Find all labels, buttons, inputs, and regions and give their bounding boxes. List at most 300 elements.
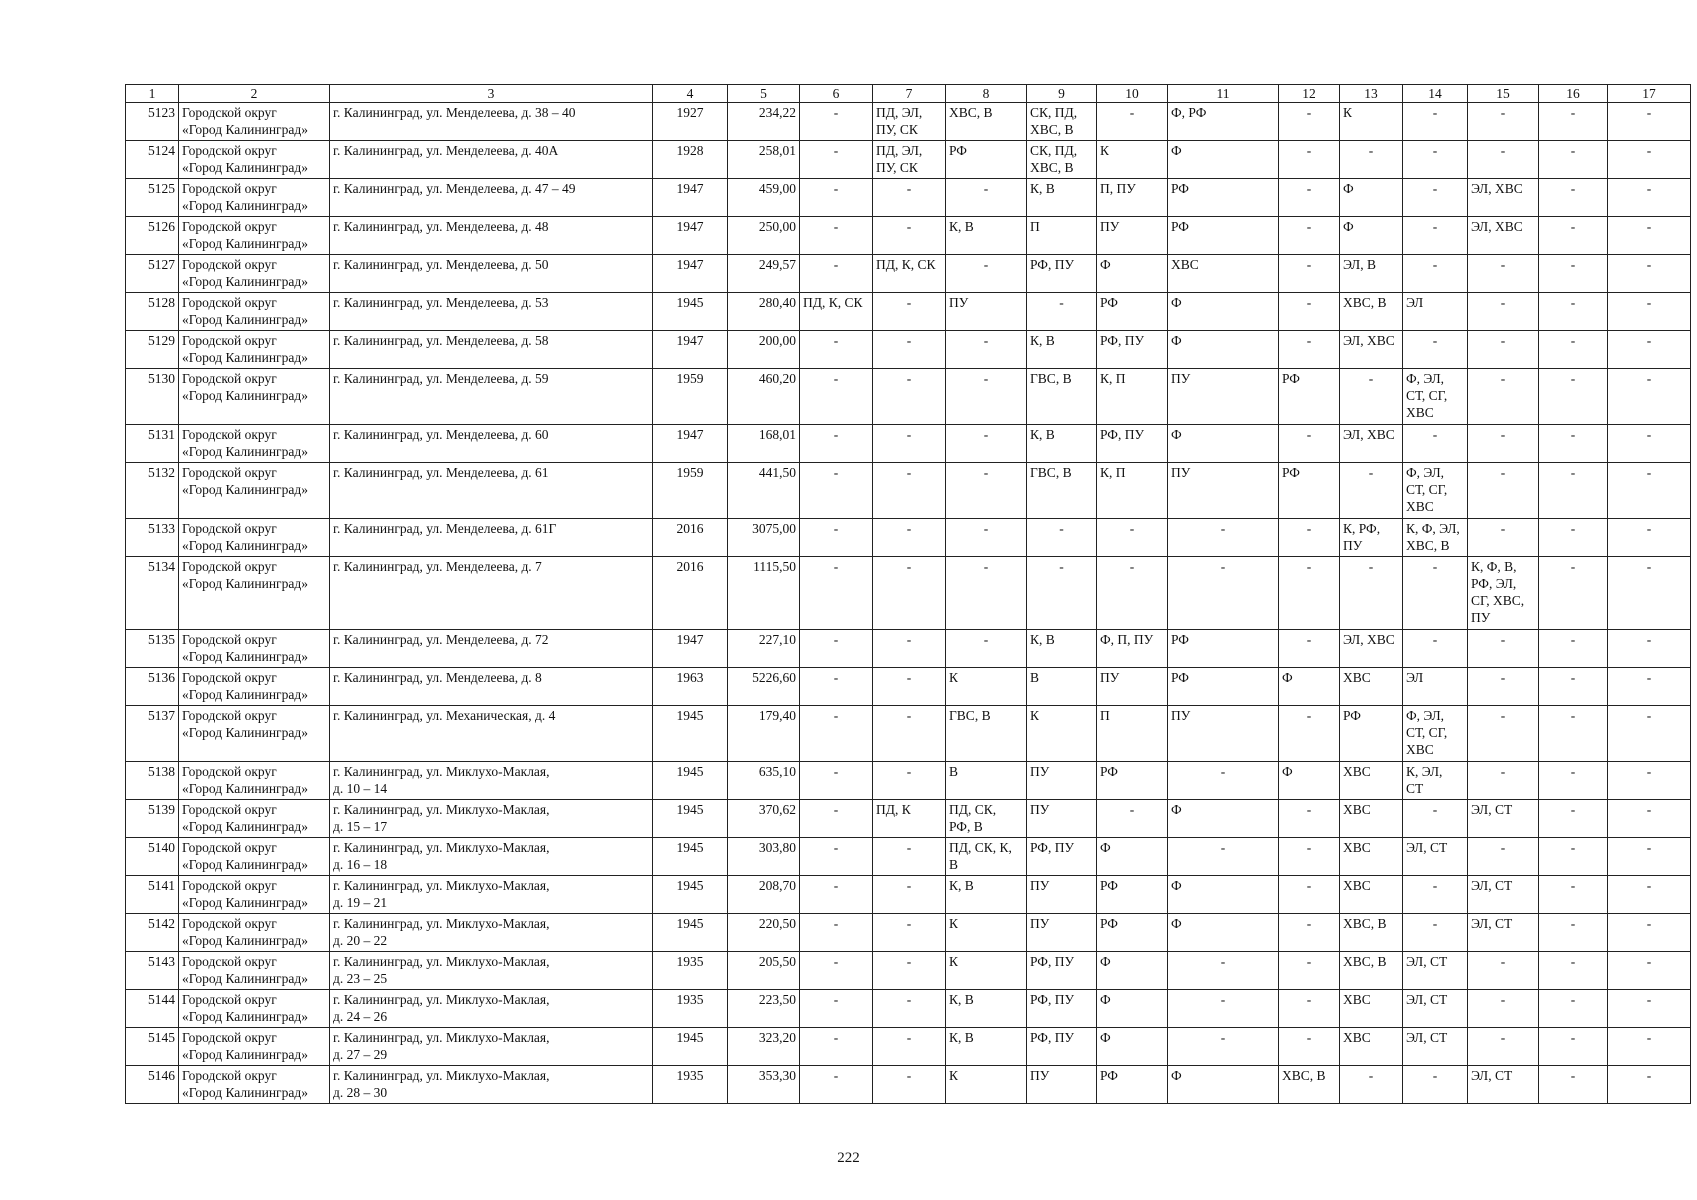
table-cell: - bbox=[1403, 425, 1468, 463]
table-cell: Городской округ «Город Калининград» bbox=[179, 557, 330, 630]
table-cell: 5139 bbox=[126, 800, 179, 838]
column-header: 5 bbox=[728, 85, 800, 103]
table-cell: Ф, ЭЛ, СТ, СГ, ХВС bbox=[1403, 463, 1468, 519]
table-cell: 1928 bbox=[653, 141, 728, 179]
table-cell: г. Калининград, ул. Менделеева, д. 48 bbox=[330, 217, 653, 255]
table-cell: - bbox=[1403, 255, 1468, 293]
table-row bbox=[126, 800, 1691, 838]
table-cell: 1945 bbox=[653, 800, 728, 838]
table-cell: Городской округ «Город Калининград» bbox=[179, 369, 330, 425]
table-cell: СК, ПД, ХВС, В bbox=[1027, 141, 1097, 179]
table-cell: - bbox=[1468, 630, 1539, 668]
table-cell: г. Калининград, ул. Менделеева, д. 58 bbox=[330, 331, 653, 369]
table-row bbox=[126, 369, 1691, 425]
table-cell: - bbox=[800, 990, 873, 1028]
table-cell: 635,10 bbox=[728, 762, 800, 800]
table-cell: - bbox=[1279, 990, 1340, 1028]
table-row bbox=[126, 425, 1691, 463]
table-row bbox=[126, 668, 1691, 706]
table-cell: - bbox=[1468, 668, 1539, 706]
table-cell: 5131 bbox=[126, 425, 179, 463]
column-header: 1 bbox=[126, 85, 179, 103]
table-cell: 3075,00 bbox=[728, 519, 800, 557]
table-cell: г. Калининград, ул. Механическая, д. 4 bbox=[330, 706, 653, 762]
table-cell: Ф bbox=[1168, 914, 1279, 952]
table-cell: К, ЭЛ, СТ bbox=[1403, 762, 1468, 800]
table-cell: - bbox=[1539, 1066, 1608, 1104]
table-cell: - bbox=[1279, 876, 1340, 914]
table-cell: - bbox=[800, 668, 873, 706]
table-row bbox=[126, 990, 1691, 1028]
table-cell: Городской округ «Город Калининград» bbox=[179, 425, 330, 463]
table-cell: - bbox=[1468, 1028, 1539, 1066]
table-cell: - bbox=[873, 1066, 946, 1104]
table-row bbox=[126, 762, 1691, 800]
table-cell: - bbox=[1608, 952, 1691, 990]
table-cell: - bbox=[873, 630, 946, 668]
table-cell: - bbox=[946, 519, 1027, 557]
table-cell: - bbox=[800, 331, 873, 369]
table-cell: - bbox=[1539, 668, 1608, 706]
table-cell: - bbox=[1539, 838, 1608, 876]
table-cell: - bbox=[800, 519, 873, 557]
table-row bbox=[126, 141, 1691, 179]
table-cell: Городской округ «Город Калининград» bbox=[179, 103, 330, 141]
table-cell: 5126 bbox=[126, 217, 179, 255]
table-cell: - bbox=[1468, 141, 1539, 179]
table-cell: РФ bbox=[1168, 668, 1279, 706]
table-cell: Ф bbox=[1168, 876, 1279, 914]
table-cell: г. Калининград, ул. Менделеева, д. 38 – 40 bbox=[330, 103, 653, 141]
table-cell: К, В bbox=[1027, 179, 1097, 217]
table-cell: - bbox=[1279, 706, 1340, 762]
table-cell: ГВС, В bbox=[1027, 463, 1097, 519]
table-cell: 234,22 bbox=[728, 103, 800, 141]
table-cell: К, В bbox=[946, 876, 1027, 914]
table-cell: - bbox=[1403, 141, 1468, 179]
table-cell: - bbox=[800, 369, 873, 425]
table-cell: 460,20 bbox=[728, 369, 800, 425]
table-cell: ЭЛ, ХВС bbox=[1468, 179, 1539, 217]
table-cell: ЭЛ, СТ bbox=[1403, 1028, 1468, 1066]
column-header: 12 bbox=[1279, 85, 1340, 103]
table-cell: ПУ bbox=[946, 293, 1027, 331]
table-cell: - bbox=[1468, 990, 1539, 1028]
table-cell: Городской округ «Город Калининград» bbox=[179, 630, 330, 668]
table-cell: ПУ bbox=[1097, 668, 1168, 706]
table-cell: - bbox=[1168, 990, 1279, 1028]
table-cell: 227,10 bbox=[728, 630, 800, 668]
table-cell: 5124 bbox=[126, 141, 179, 179]
table-cell: Городской округ «Город Калининград» bbox=[179, 217, 330, 255]
table-cell: РФ bbox=[1097, 762, 1168, 800]
table-cell: 1935 bbox=[653, 990, 728, 1028]
column-header: 7 bbox=[873, 85, 946, 103]
table-cell: К bbox=[1340, 103, 1403, 141]
table-cell: - bbox=[800, 463, 873, 519]
table-cell: ХВС, В bbox=[1340, 293, 1403, 331]
table-cell: - bbox=[873, 876, 946, 914]
table-cell: 200,00 bbox=[728, 331, 800, 369]
table-cell: - bbox=[800, 255, 873, 293]
table-cell: РФ bbox=[1340, 706, 1403, 762]
table-cell: 5226,60 bbox=[728, 668, 800, 706]
table-cell: - bbox=[873, 706, 946, 762]
table-cell: РФ, ПУ bbox=[1027, 990, 1097, 1028]
table-cell: - bbox=[1608, 293, 1691, 331]
table-cell: г. Калининград, ул. Миклухо-Маклая, д. 16 – 18 bbox=[330, 838, 653, 876]
table-cell: г. Калининград, ул. Менделеева, д. 47 – 49 bbox=[330, 179, 653, 217]
table-cell: 5144 bbox=[126, 990, 179, 1028]
table-cell: 5141 bbox=[126, 876, 179, 914]
table-cell: ЭЛ, СТ bbox=[1468, 876, 1539, 914]
table-cell: г. Калининград, ул. Миклухо-Маклая, д. 19 – 21 bbox=[330, 876, 653, 914]
table-cell: - bbox=[1608, 990, 1691, 1028]
table-cell: - bbox=[1027, 293, 1097, 331]
table-cell: - bbox=[800, 914, 873, 952]
table-cell: ХВС bbox=[1340, 990, 1403, 1028]
table-cell: - bbox=[1468, 369, 1539, 425]
table-cell: - bbox=[1279, 952, 1340, 990]
table-cell: - bbox=[1608, 463, 1691, 519]
table-cell: - bbox=[946, 255, 1027, 293]
table-cell: Городской округ «Город Калининград» bbox=[179, 331, 330, 369]
table-cell: Ф bbox=[1279, 762, 1340, 800]
table-cell: - bbox=[1608, 331, 1691, 369]
table-cell: ПД, К, СК bbox=[873, 255, 946, 293]
column-header: 8 bbox=[946, 85, 1027, 103]
table-cell: 1959 bbox=[653, 369, 728, 425]
table-cell: г. Калининград, ул. Менделеева, д. 60 bbox=[330, 425, 653, 463]
table-cell: Ф bbox=[1097, 255, 1168, 293]
table-cell: 5134 bbox=[126, 557, 179, 630]
table-cell: - bbox=[873, 762, 946, 800]
table-cell: Городской округ «Город Калининград» bbox=[179, 141, 330, 179]
table-cell: ПД, ЭЛ, ПУ, СК bbox=[873, 103, 946, 141]
table-cell: - bbox=[873, 293, 946, 331]
table-row bbox=[126, 331, 1691, 369]
table-cell: ПУ bbox=[1168, 706, 1279, 762]
table-cell: - bbox=[946, 557, 1027, 630]
table-cell: - bbox=[800, 838, 873, 876]
table-cell: - bbox=[1279, 179, 1340, 217]
table-cell: РФ bbox=[1279, 463, 1340, 519]
table-cell: П bbox=[1097, 706, 1168, 762]
table-cell: - bbox=[1608, 762, 1691, 800]
table-cell: 1947 bbox=[653, 331, 728, 369]
table-cell: РФ, ПУ bbox=[1097, 425, 1168, 463]
column-header: 15 bbox=[1468, 85, 1539, 103]
table-cell: - bbox=[1539, 952, 1608, 990]
table-cell: Ф bbox=[1279, 668, 1340, 706]
table-cell: - bbox=[1539, 706, 1608, 762]
table-cell: - bbox=[1340, 463, 1403, 519]
table-cell: - bbox=[1608, 1028, 1691, 1066]
table-cell: - bbox=[1097, 103, 1168, 141]
table-cell: - bbox=[1279, 800, 1340, 838]
table-cell: К, В bbox=[946, 217, 1027, 255]
table-cell: ПУ bbox=[1097, 217, 1168, 255]
table-cell: - bbox=[800, 800, 873, 838]
table-cell: ПД, СК, РФ, В bbox=[946, 800, 1027, 838]
table-cell: ХВС bbox=[1340, 668, 1403, 706]
table-cell: - bbox=[1279, 425, 1340, 463]
table-cell: - bbox=[800, 557, 873, 630]
table-cell: РФ bbox=[1097, 876, 1168, 914]
table-cell: ХВС bbox=[1168, 255, 1279, 293]
table-cell: - bbox=[1168, 762, 1279, 800]
table-cell: - bbox=[1539, 463, 1608, 519]
table-cell: ХВС bbox=[1340, 838, 1403, 876]
table-cell: - bbox=[800, 425, 873, 463]
column-header: 10 bbox=[1097, 85, 1168, 103]
table-cell: г. Калининград, ул. Миклухо-Маклая, д. 10 – 14 bbox=[330, 762, 653, 800]
table-cell: - bbox=[1608, 141, 1691, 179]
table-cell: РФ, ПУ bbox=[1027, 838, 1097, 876]
column-header: 6 bbox=[800, 85, 873, 103]
table-cell: - bbox=[1608, 668, 1691, 706]
table-cell: - bbox=[873, 425, 946, 463]
table-cell: К bbox=[1027, 706, 1097, 762]
table-cell: - bbox=[1340, 369, 1403, 425]
table-cell: - bbox=[1539, 369, 1608, 425]
table-cell: К, В bbox=[1027, 331, 1097, 369]
table-cell: - bbox=[1168, 952, 1279, 990]
table-cell: - bbox=[1279, 141, 1340, 179]
table-cell: - bbox=[800, 1028, 873, 1066]
table-cell: - bbox=[1468, 706, 1539, 762]
table-cell: г. Калининград, ул. Миклухо-Маклая, д. 24 – 26 bbox=[330, 990, 653, 1028]
table-cell: - bbox=[1468, 519, 1539, 557]
table-cell: г. Калининград, ул. Менделеева, д. 72 bbox=[330, 630, 653, 668]
table-cell: 5140 bbox=[126, 838, 179, 876]
table-cell: - bbox=[1168, 557, 1279, 630]
table-cell: - bbox=[873, 1028, 946, 1066]
table-cell: - bbox=[1468, 838, 1539, 876]
table-cell: 441,50 bbox=[728, 463, 800, 519]
housing-registry-table bbox=[125, 84, 1691, 1104]
table-cell: - bbox=[1539, 255, 1608, 293]
table-cell: Ф bbox=[1168, 293, 1279, 331]
table-row bbox=[126, 630, 1691, 668]
table-cell: РФ, ПУ bbox=[1027, 255, 1097, 293]
table-cell: - bbox=[1279, 1028, 1340, 1066]
table-cell: Городской округ «Город Калининград» bbox=[179, 876, 330, 914]
table-cell: - bbox=[1403, 630, 1468, 668]
table-cell: - bbox=[1340, 557, 1403, 630]
table-cell: РФ bbox=[1097, 293, 1168, 331]
table-cell: - bbox=[1608, 519, 1691, 557]
table-cell: Ф bbox=[1168, 141, 1279, 179]
table-cell: 250,00 bbox=[728, 217, 800, 255]
table-cell: - bbox=[873, 838, 946, 876]
table-cell: ХВС, В bbox=[1279, 1066, 1340, 1104]
table-cell: Городской округ «Город Калининград» bbox=[179, 1028, 330, 1066]
table-cell: ГВС, В bbox=[946, 706, 1027, 762]
table-row bbox=[126, 103, 1691, 141]
table-cell: Ф, ЭЛ, СТ, СГ, ХВС bbox=[1403, 706, 1468, 762]
table-cell: - bbox=[800, 876, 873, 914]
table-cell: Городской округ «Город Калининград» bbox=[179, 519, 330, 557]
table-cell: Ф bbox=[1097, 1028, 1168, 1066]
table-cell: г. Калининград, ул. Миклухо-Маклая, д. 20 – 22 bbox=[330, 914, 653, 952]
table-cell: 5127 bbox=[126, 255, 179, 293]
table-cell: 1963 bbox=[653, 668, 728, 706]
table-cell: К, В bbox=[1027, 630, 1097, 668]
table-cell: - bbox=[800, 952, 873, 990]
table-cell: - bbox=[946, 331, 1027, 369]
table-cell: 5145 bbox=[126, 1028, 179, 1066]
table-cell: К bbox=[946, 1066, 1027, 1104]
table-cell: - bbox=[1279, 103, 1340, 141]
table-cell: ЭЛ, ХВС bbox=[1340, 425, 1403, 463]
table-cell: К, В bbox=[1027, 425, 1097, 463]
table-cell: К, П bbox=[1097, 369, 1168, 425]
table-cell: ХВС, В bbox=[1340, 952, 1403, 990]
table-cell: 1959 bbox=[653, 463, 728, 519]
table-cell: Городской округ «Город Калининград» bbox=[179, 255, 330, 293]
table-cell: РФ bbox=[1168, 179, 1279, 217]
table-cell: 1945 bbox=[653, 293, 728, 331]
table-cell: - bbox=[946, 463, 1027, 519]
table-cell: - bbox=[1468, 463, 1539, 519]
table-cell: - bbox=[1279, 519, 1340, 557]
table-cell: РФ bbox=[1097, 914, 1168, 952]
table-cell: 223,50 bbox=[728, 990, 800, 1028]
table-cell: 168,01 bbox=[728, 425, 800, 463]
table-cell: - bbox=[1468, 425, 1539, 463]
table-cell: - bbox=[1403, 876, 1468, 914]
table-cell: РФ bbox=[1168, 630, 1279, 668]
table-cell: - bbox=[946, 630, 1027, 668]
table-cell: - bbox=[1539, 1028, 1608, 1066]
table-cell: Городской округ «Город Калининград» bbox=[179, 762, 330, 800]
table-cell: 5137 bbox=[126, 706, 179, 762]
table-cell: К, В bbox=[946, 990, 1027, 1028]
table-cell: 5146 bbox=[126, 1066, 179, 1104]
table-cell: 5143 bbox=[126, 952, 179, 990]
table-cell: - bbox=[873, 179, 946, 217]
table-cell: ЭЛ, СТ bbox=[1468, 1066, 1539, 1104]
table-cell: - bbox=[1539, 103, 1608, 141]
table-cell: - bbox=[1608, 914, 1691, 952]
column-header: 2 bbox=[179, 85, 330, 103]
table-cell: - bbox=[1608, 800, 1691, 838]
table-cell: 1945 bbox=[653, 1028, 728, 1066]
column-header: 13 bbox=[1340, 85, 1403, 103]
table-cell: - bbox=[946, 179, 1027, 217]
table-cell: 1947 bbox=[653, 217, 728, 255]
table-cell: - bbox=[1608, 706, 1691, 762]
table-cell: - bbox=[873, 990, 946, 1028]
table-cell: - bbox=[946, 425, 1027, 463]
table-cell: - bbox=[1027, 557, 1097, 630]
table-cell: Городской округ «Город Калининград» bbox=[179, 179, 330, 217]
table-cell: К, П bbox=[1097, 463, 1168, 519]
table-cell: - bbox=[1468, 293, 1539, 331]
table-cell: - bbox=[1468, 952, 1539, 990]
table-cell: ПД, К, СК bbox=[800, 293, 873, 331]
table-cell: ЭЛ bbox=[1403, 668, 1468, 706]
table-cell: г. Калининград, ул. Менделеева, д. 61Г bbox=[330, 519, 653, 557]
table-cell: К, В bbox=[946, 1028, 1027, 1066]
table-cell: К, Ф, В, РФ, ЭЛ, СГ, ХВС, ПУ bbox=[1468, 557, 1539, 630]
table-cell: ЭЛ, ХВС bbox=[1340, 331, 1403, 369]
table-cell: К bbox=[946, 952, 1027, 990]
table-cell: - bbox=[800, 630, 873, 668]
table-cell: 1945 bbox=[653, 914, 728, 952]
table-cell: - bbox=[1539, 425, 1608, 463]
table-cell: 179,40 bbox=[728, 706, 800, 762]
table-cell: 1947 bbox=[653, 179, 728, 217]
column-header: 17 bbox=[1608, 85, 1691, 103]
table-cell: 5129 bbox=[126, 331, 179, 369]
table-cell: - bbox=[1539, 990, 1608, 1028]
table-cell: - bbox=[1539, 630, 1608, 668]
table-cell: РФ, ПУ bbox=[1027, 952, 1097, 990]
table-cell: 5132 bbox=[126, 463, 179, 519]
table-cell: К, РФ, ПУ bbox=[1340, 519, 1403, 557]
table-cell: - bbox=[1097, 557, 1168, 630]
table-cell: К, Ф, ЭЛ, ХВС, В bbox=[1403, 519, 1468, 557]
table-cell: - bbox=[873, 914, 946, 952]
table-cell: - bbox=[1403, 179, 1468, 217]
table-cell: Городской округ «Город Калининград» bbox=[179, 706, 330, 762]
table-cell: - bbox=[800, 103, 873, 141]
table-cell: 205,50 bbox=[728, 952, 800, 990]
table-cell: РФ, ПУ bbox=[1027, 1028, 1097, 1066]
table-cell: РФ bbox=[946, 141, 1027, 179]
table-cell: - bbox=[1608, 425, 1691, 463]
page-number: 222 bbox=[837, 1150, 860, 1166]
table-row bbox=[126, 179, 1691, 217]
table-cell: - bbox=[1168, 519, 1279, 557]
table-cell: - bbox=[1279, 630, 1340, 668]
table-cell: - bbox=[1539, 179, 1608, 217]
table-cell: - bbox=[1468, 255, 1539, 293]
table-cell: Городской округ «Город Калининград» bbox=[179, 990, 330, 1028]
table-cell: В bbox=[946, 762, 1027, 800]
table-cell: - bbox=[1340, 1066, 1403, 1104]
table-cell: ПД, К bbox=[873, 800, 946, 838]
table-cell: 1947 bbox=[653, 425, 728, 463]
table-cell: ХВС, В bbox=[946, 103, 1027, 141]
table-cell: - bbox=[1279, 255, 1340, 293]
table-cell: ХВС bbox=[1340, 1028, 1403, 1066]
table-cell: г. Калининград, ул. Менделеева, д. 8 bbox=[330, 668, 653, 706]
table-cell: г. Калининград, ул. Менделеева, д. 53 bbox=[330, 293, 653, 331]
table-cell: - bbox=[1539, 914, 1608, 952]
table-cell: Ф bbox=[1168, 425, 1279, 463]
table-cell: ЭЛ bbox=[1403, 293, 1468, 331]
table-cell: - bbox=[800, 1066, 873, 1104]
table-cell: Городской округ «Город Калининград» bbox=[179, 668, 330, 706]
table-cell: 2016 bbox=[653, 557, 728, 630]
table-cell: ЭЛ, СТ bbox=[1403, 952, 1468, 990]
table-cell: ПД, ЭЛ, ПУ, СК bbox=[873, 141, 946, 179]
table-cell: ЭЛ, СТ bbox=[1403, 838, 1468, 876]
table-cell: - bbox=[800, 217, 873, 255]
table-cell: - bbox=[1279, 217, 1340, 255]
table-cell: Городской округ «Город Калининград» bbox=[179, 838, 330, 876]
table-cell: ГВС, В bbox=[1027, 369, 1097, 425]
table-cell: 5138 bbox=[126, 762, 179, 800]
table-cell: - bbox=[1279, 838, 1340, 876]
table-cell: К bbox=[946, 668, 1027, 706]
table-cell: Городской округ «Город Калининград» bbox=[179, 463, 330, 519]
table-cell: Городской округ «Город Калининград» bbox=[179, 293, 330, 331]
table-cell: 5125 bbox=[126, 179, 179, 217]
